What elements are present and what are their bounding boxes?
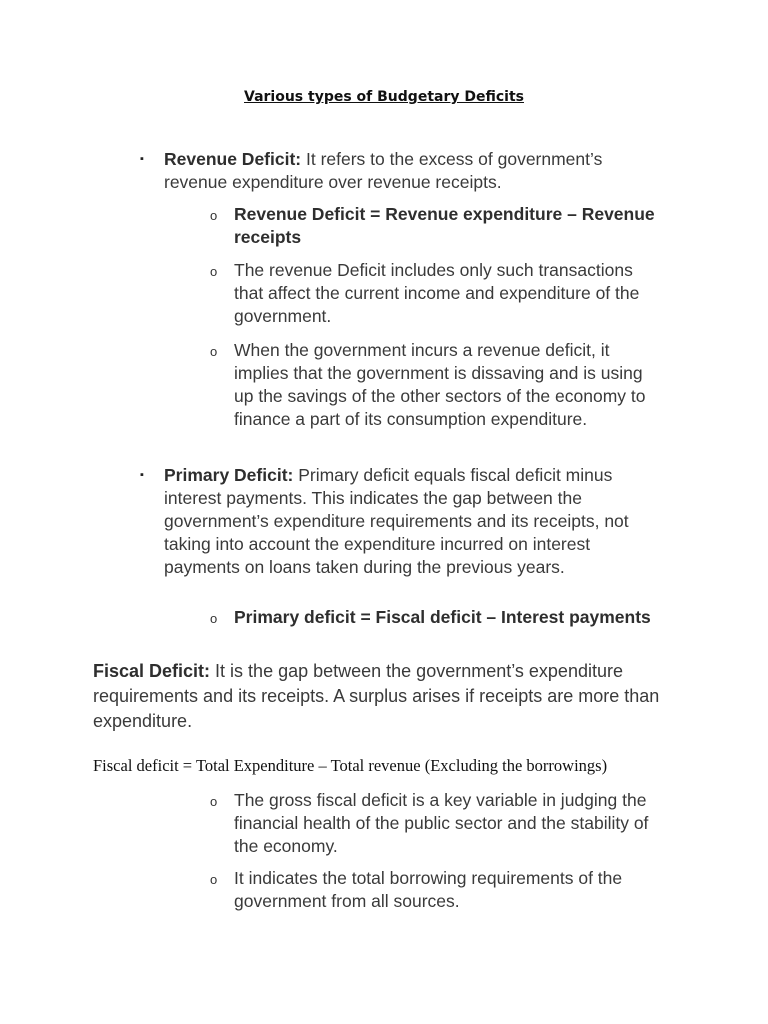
revenue-deficit-formula-item xyxy=(210,203,660,249)
document-title: Various types of Budgetary Deficits xyxy=(244,89,524,105)
fiscal-deficit-term: Fiscal Deficit: xyxy=(93,661,211,681)
fiscal-deficit-formula: Fiscal deficit = Total Expenditure – Total revenue (Excluding the borrowings) xyxy=(93,756,608,775)
circle-bullet-icon: o xyxy=(210,208,218,223)
fiscal-deficit-point-1 xyxy=(210,789,660,858)
square-bullet-icon: ▪ xyxy=(140,469,144,481)
fiscal-deficit-paragraph xyxy=(93,659,673,734)
revenue-deficit-text: It refers to the excess of government’s revenue expenditure over revenue receipts. xyxy=(164,149,603,192)
circle-bullet-icon: o xyxy=(210,794,218,809)
circle-bullet-icon: o xyxy=(210,264,218,279)
primary-deficit-text: Primary deficit equals fiscal deficit minus interest payments. This indicates the gap between the government’s expenditure requirements and its receipts, not taking into account the expenditure incurred on interest payments on loans taken during the previous years. xyxy=(164,465,629,577)
fiscal-deficit-point-text: It indicates the total borrowing requirements of the government from all sources. xyxy=(234,868,623,911)
revenue-deficit-point-text: The revenue Deficit includes only such transactions that affect the current income and expenditure of the government. xyxy=(234,260,640,326)
primary-deficit-formula: Primary deficit = Fiscal deficit – Interest payments xyxy=(234,607,651,627)
primary-deficit-formula-item xyxy=(210,606,660,629)
fiscal-deficit-point-text: The gross fiscal deficit is a key variable in judging the financial health of the public sector and the stability of the economy. xyxy=(234,790,649,856)
revenue-deficit-term: Revenue Deficit: xyxy=(164,149,302,169)
circle-bullet-icon: o xyxy=(210,611,218,626)
circle-bullet-icon: o xyxy=(210,344,218,359)
primary-deficit-item xyxy=(140,464,670,579)
revenue-deficit-point-2 xyxy=(210,259,660,328)
revenue-deficit-formula: Revenue Deficit = Revenue expenditure – Revenue receipts xyxy=(234,204,655,247)
revenue-deficit-point-3 xyxy=(210,339,660,431)
revenue-deficit-definition xyxy=(164,148,670,194)
circle-bullet-icon: o xyxy=(210,872,218,887)
primary-deficit-term: Primary Deficit: xyxy=(164,465,294,485)
fiscal-deficit-point-2 xyxy=(210,867,660,913)
fiscal-deficit-text: It is the gap between the government’s expenditure requirements and its receipts. A surplus arises if receipts are more than expenditure. xyxy=(93,661,660,731)
primary-deficit-definition xyxy=(164,464,670,579)
revenue-deficit-point-text: When the government incurs a revenue deficit, it implies that the government is dissaving and is using up the savings of the other sectors of the economy to finance a part of its consumption expenditure. xyxy=(234,340,646,429)
square-bullet-icon: ▪ xyxy=(140,153,144,165)
revenue-deficit-item xyxy=(140,148,670,194)
